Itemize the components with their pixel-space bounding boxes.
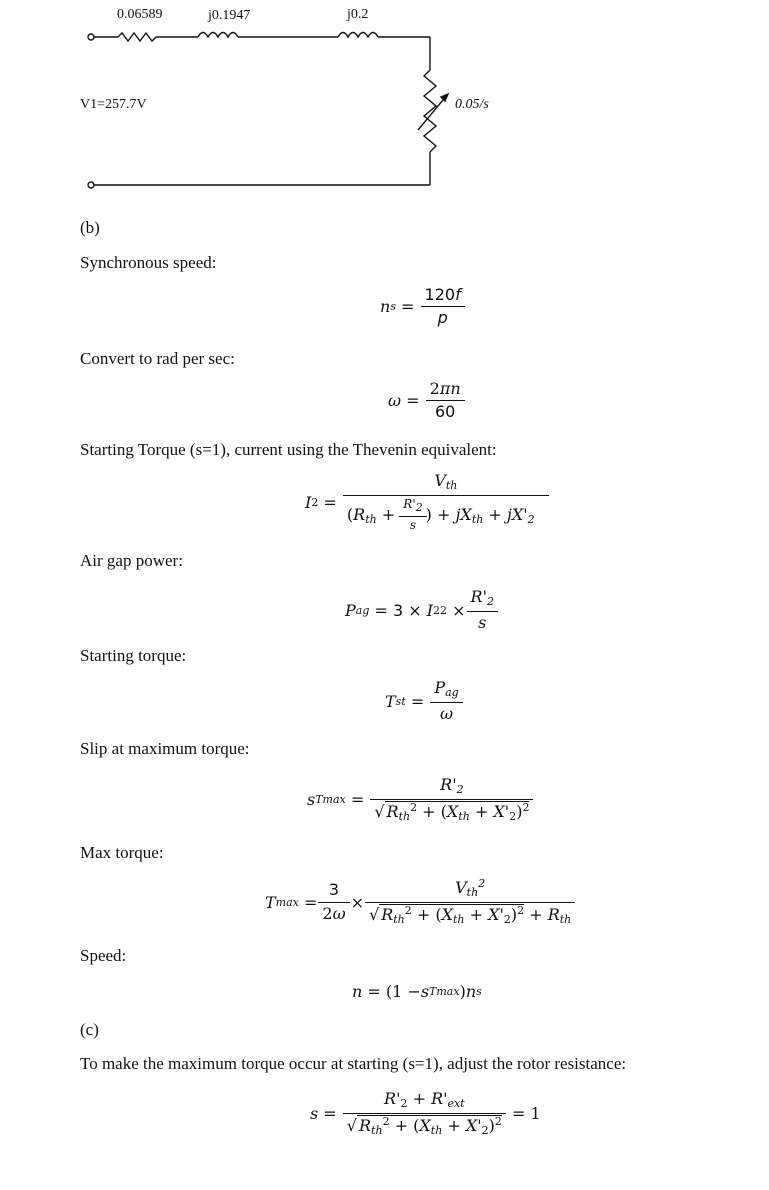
x2-label: j0.2 [347, 7, 369, 22]
adjusted-slip-equation: s = $\frac{R'_2 + R'_{ext}}{√ R_{th}^2 + (X_{th} + X'_2)^2}$ = 1 [310, 1089, 541, 1137]
sync-speed-label: Synchronous speed: [80, 253, 217, 272]
max-torque-equation: T max = $\frac{3}{2\omega}$ × $\frac{V_{th}^2}{√ R_{th}^2 + (X_{th} + X'_2)^2 + R_{th}}$ [265, 878, 576, 926]
air-gap-label: Air gap power: [80, 551, 183, 570]
stator-resistance [118, 33, 156, 41]
x1-label: j0.1947 [208, 8, 251, 23]
speed-label: Speed: [80, 946, 127, 965]
current-equation: I 2 = $V_{th}$ ($R_{th}$ + $\frac{R'2}{s}$ ) + $jX_{th} + jX'_2$ [305, 472, 550, 533]
r1-label: 0.06589 [117, 7, 163, 22]
section-b-heading: (b) [80, 218, 100, 237]
adjust-resistance-label: To make the maximum torque occur at starting (s=1), adjust the rotor resistance: [80, 1054, 627, 1073]
starting-torque-current-label: Starting Torque (s=1), current using the Thevenin equivalent: [80, 440, 497, 459]
v1-label: V1=257.7V [80, 97, 147, 112]
stator-reactance [198, 33, 238, 38]
rload-label: 0.05/s [455, 97, 489, 112]
max-torque-label: Max torque: [80, 843, 164, 862]
convert-label: Convert to rad per sec: [80, 349, 235, 368]
speed-equation: n = (1 − s Tmax ) n s [352, 982, 482, 1001]
section-c-heading: (c) [80, 1020, 99, 1039]
slip-max-equation: s Tmax = $\frac{R'_2}{√ R_{th}^2 + (X_{th} + X'_2)^2}$ [307, 776, 534, 823]
air-gap-equation: P ag = 3 × I 2 2 × $\frac{R'_2}{s}$ [345, 588, 499, 632]
rotor-reactance [338, 33, 378, 38]
starting-torque-label: Starting torque: [80, 646, 187, 665]
top-terminal [88, 34, 94, 40]
starting-torque-equation: T st = $\frac{P_{ag}}{\omega}$ [385, 679, 464, 723]
bottom-terminal [88, 182, 94, 188]
omega-equation: ω = $\frac{2\pi n}{60}$ [388, 380, 466, 422]
sync-speed-equation: n s = $\frac{120f}{p}$ [380, 286, 466, 328]
slip-max-label: Slip at maximum torque: [80, 739, 250, 758]
